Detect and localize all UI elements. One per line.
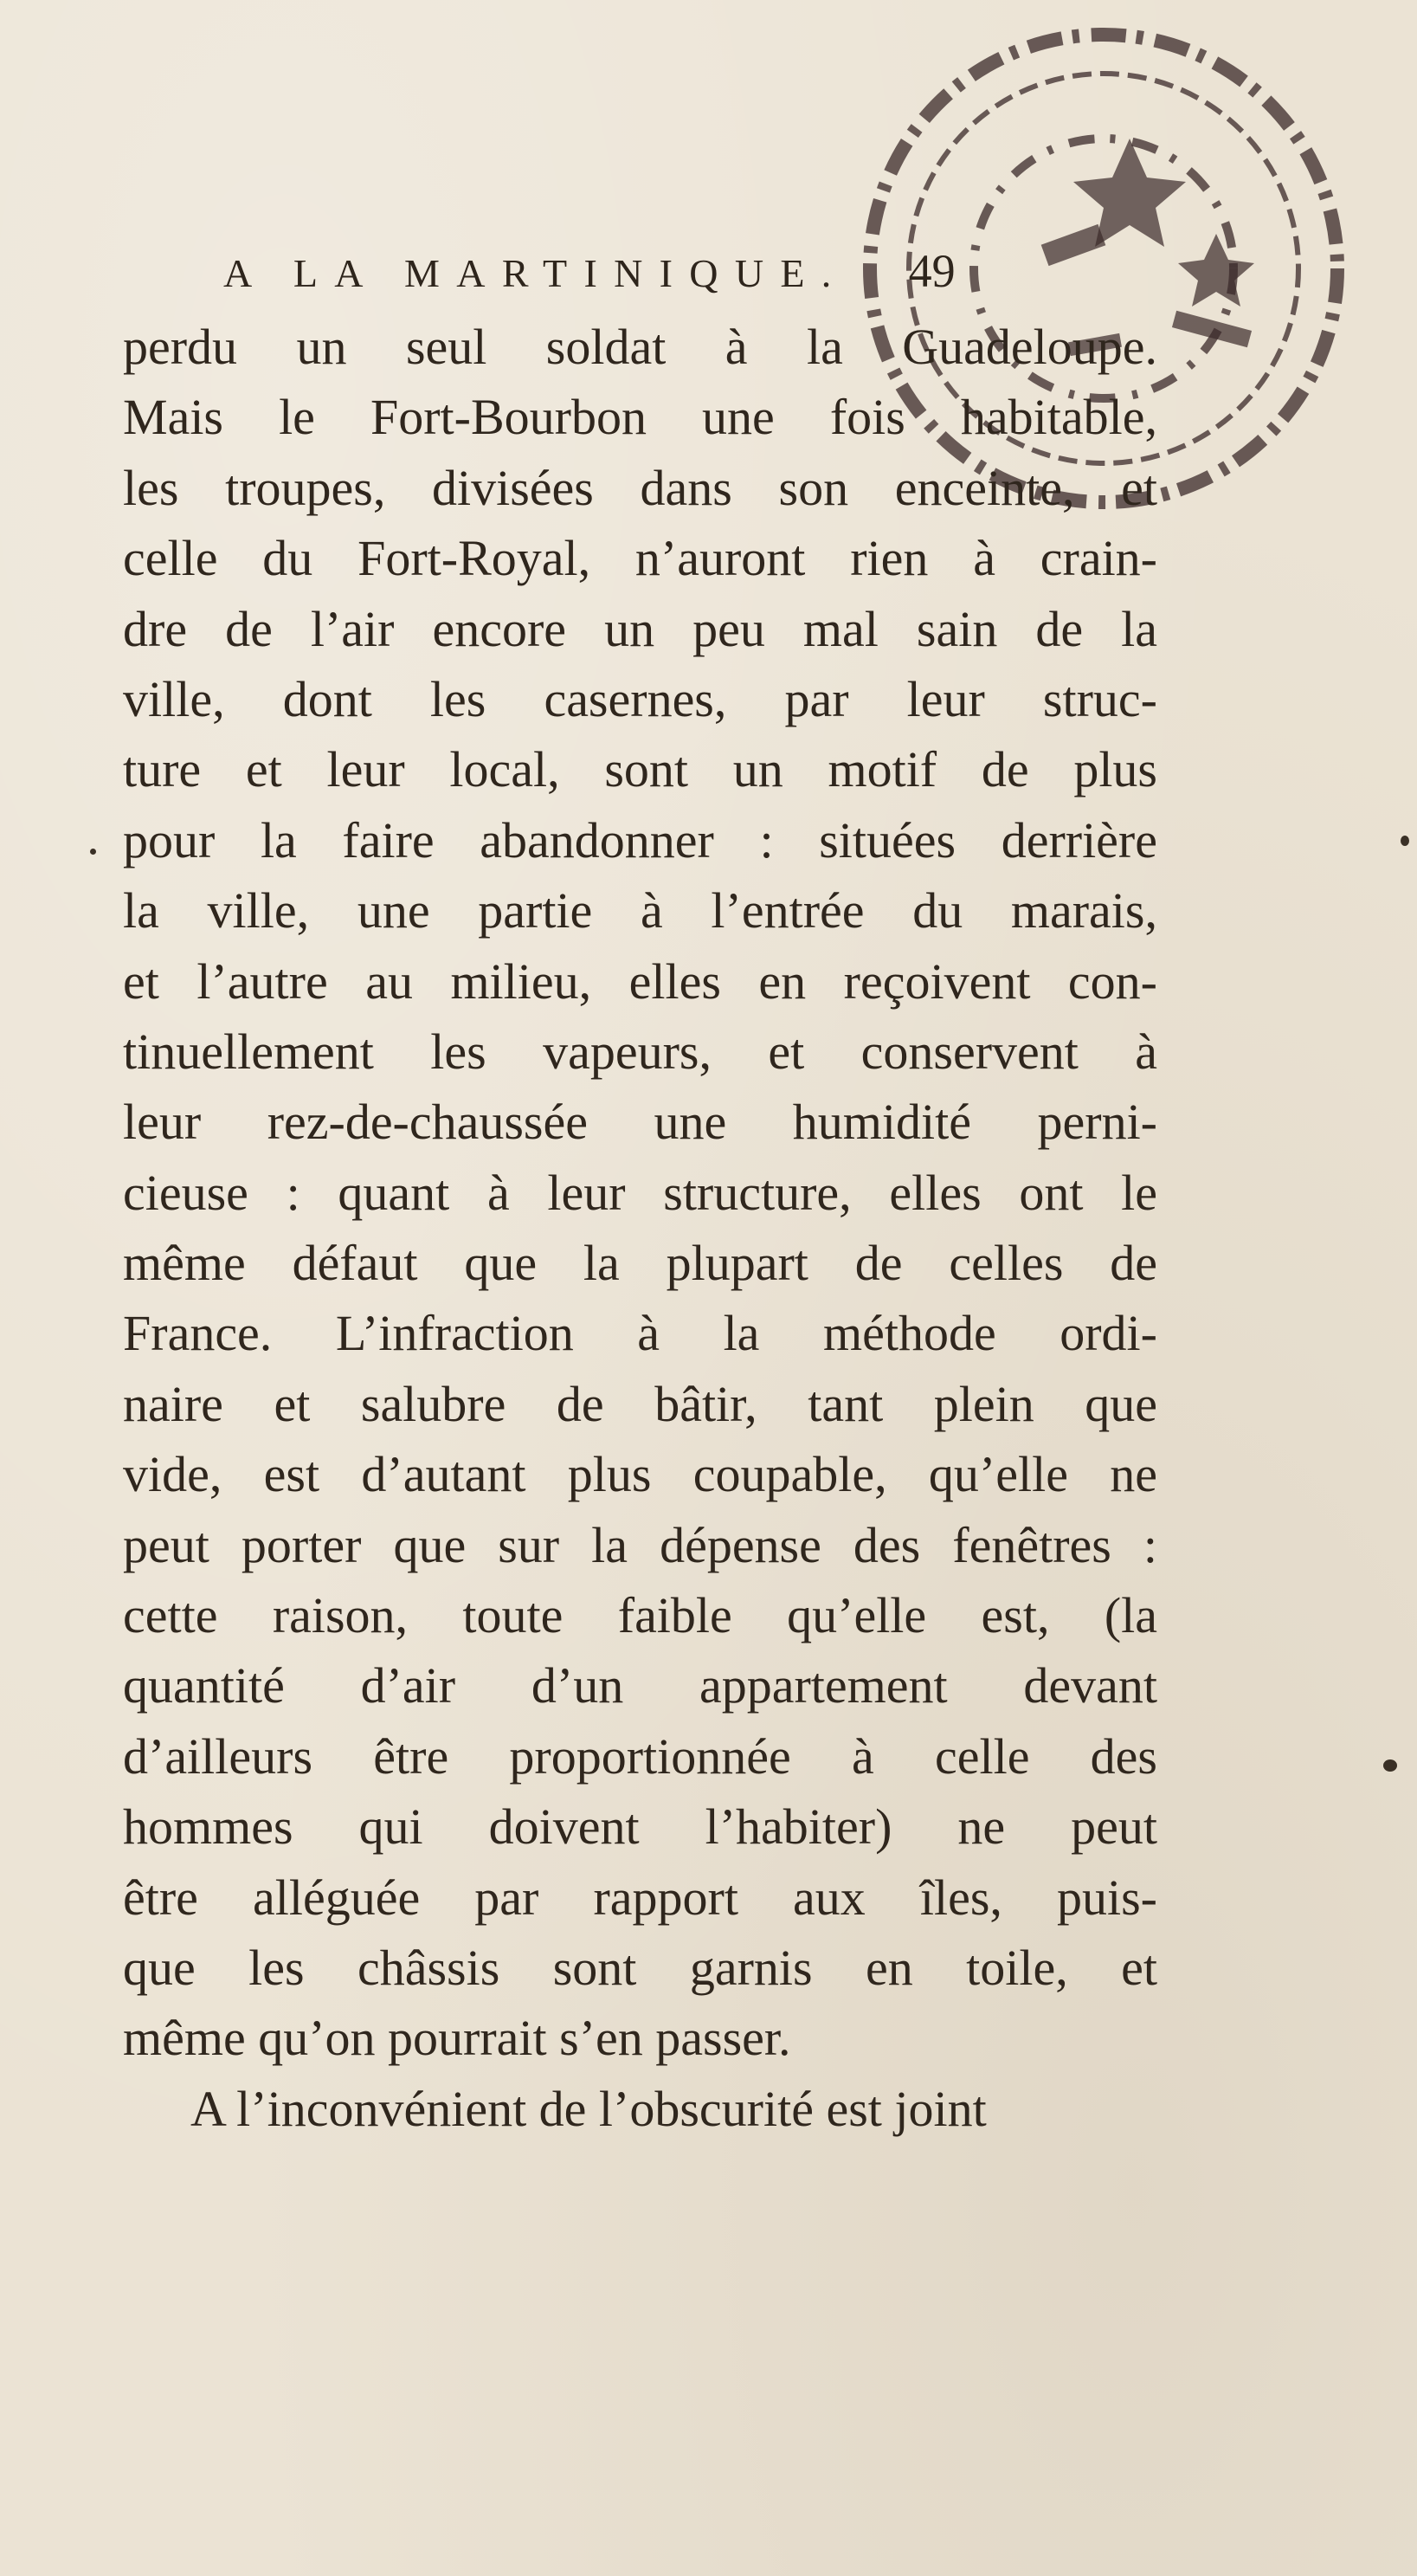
ink-speck — [1383, 1759, 1397, 1772]
text-line: Mais le Fort-Bourbon une fois habitable, — [123, 389, 1157, 446]
text-line: hommes qui doivent l’habiter) ne peut — [123, 1798, 1157, 1856]
body-text — [123, 312, 1157, 2144]
text-line: France. L’infraction à la méthode ordi- — [123, 1305, 1157, 1362]
ink-speck — [1401, 836, 1409, 846]
text-line: que les châssis sont garnis en toile, et — [123, 1939, 1157, 1996]
text-line: dre de l’air encore un peu mal sain de la — [123, 600, 1157, 657]
text-line: et l’autre au milieu, elles en reçoivent con- — [123, 952, 1157, 1010]
text-line: cieuse : quant à leur structure, elles ont le — [123, 1164, 1157, 1221]
text-line: pour la faire abandonner : situées derrière — [123, 811, 1157, 868]
text-line: même qu’on pourrait s’en passer. — [123, 2010, 791, 2067]
text-line: vide, est d’autant plus coupable, qu’elle ne — [123, 1446, 1157, 1503]
text-line: ture et leur local, sont un motif de plus — [123, 741, 1157, 798]
text-line: être alléguée par rapport aux îles, puis- — [123, 1869, 1157, 1926]
text-line: cette raison, toute faible qu’elle est, (la — [123, 1587, 1157, 1644]
text-line: peut porter que sur la dépense des fenêtres : — [123, 1516, 1157, 1573]
ink-speck — [90, 849, 96, 855]
text-line: leur rez-de-chaussée une humidité perni- — [123, 1094, 1157, 1151]
running-title: A LA MARTINIQUE. — [223, 251, 848, 295]
running-header — [223, 244, 1089, 305]
text-line: naire et salubre de bâtir, tant plein que — [123, 1375, 1157, 1432]
text-line: les troupes, divisées dans son enceinte, et — [123, 459, 1157, 516]
page-number: 49 — [908, 245, 956, 297]
text-line: la ville, une partie à l’entrée du marais, — [123, 882, 1157, 939]
text-line: ville, dont les casernes, par leur struc- — [123, 670, 1157, 727]
text-line: perdu un seul soldat à la Guadeloupe. — [123, 319, 1157, 375]
text-line: quantité d’air d’un appartement devant — [123, 1657, 1157, 1714]
text-line: celle du Fort-Royal, n’auront rien à crain- — [123, 530, 1157, 587]
text-line: tinuellement les vapeurs, et conservent à — [123, 1023, 1157, 1080]
text-line: même défaut que la plupart de celles de — [123, 1235, 1157, 1292]
text-line: d’ailleurs être proportionnée à celle des — [123, 1727, 1157, 1785]
text-line: A l’inconvénient de l’obscurité est joint — [190, 2080, 987, 2137]
